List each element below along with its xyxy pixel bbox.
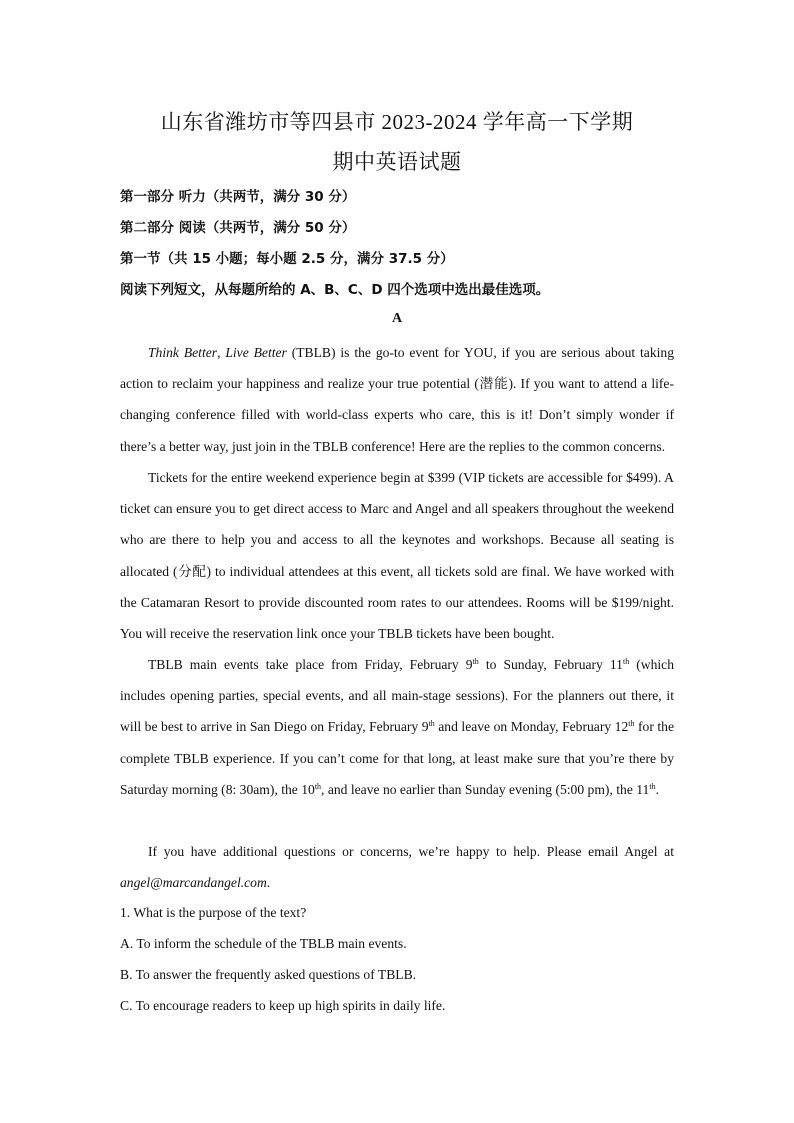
contact-email: angel@marcandangel.com bbox=[120, 875, 267, 891]
ordinal-suffix: th bbox=[649, 781, 656, 791]
paragraph-4 bbox=[120, 836, 674, 898]
p4-end: . bbox=[266, 875, 271, 891]
ordinal-suffix: th bbox=[472, 657, 479, 666]
part1-heading: 第一部分 听力（共两节，满分 30 分） bbox=[120, 189, 356, 205]
p3-part-d: and leave on Monday, February 12 bbox=[434, 719, 629, 735]
option-a: A. To inform the schedule of the TBLB main events. bbox=[120, 936, 407, 951]
ordinal-suffix: th bbox=[628, 719, 635, 729]
option-c: C. To encourage readers to keep up high spirits in daily life. bbox=[120, 998, 446, 1013]
p4-text: If you have additional questions or concerns, we’re happy to help. Please email Angel at bbox=[148, 844, 674, 859]
ordinal-suffix: th bbox=[622, 657, 630, 666]
instruction-text: 阅读下列短文，从每题所给的 A、B、C、D 四个选项中选出最佳选项。 bbox=[120, 282, 550, 298]
section1-heading: 第一节（共 15 小题；每小题 2.5 分，满分 37.5 分） bbox=[120, 251, 454, 267]
event-name-1: Think Better bbox=[148, 345, 218, 360]
event-name-2: Live Better bbox=[225, 345, 287, 360]
paragraph-2: Tickets for the entire weekend experience begin at $399 (VIP tickets are accessible for $499). A ticket can ensure you to get direct access to Marc and Angel and all speakers throughout the weekend who are there to help you and access to all the keynotes and workshops. Because all seating is allocated (分配) to individual attendees at this event, all tickets sold are final. We have worked with the Catamaran Resort to provide discounted room rates to our attendees. Rooms will be $199/night. You will receive the reservation link once your TBLB tickets have been bought. bbox=[120, 470, 674, 642]
document-subtitle: 期中英语试题 bbox=[332, 150, 462, 174]
p3-part-e: for the complete TBLB experience. If you can’t come for that long, at least make sure that you’re there by Saturday morning (8: 30am), the 10 bbox=[120, 719, 674, 797]
passage-label: A bbox=[391, 311, 403, 326]
paragraph-3 bbox=[120, 649, 674, 805]
p3-part-a: TBLB main events take place from Friday, February 9 bbox=[148, 657, 473, 672]
option-b: B. To answer the frequently asked questions of TBLB. bbox=[120, 967, 417, 982]
p3-part-f: , and leave no earlier than Sunday evening (5:00 pm), the 11 bbox=[321, 781, 650, 797]
paragraph-1 bbox=[120, 337, 674, 462]
comma: , bbox=[217, 345, 226, 360]
p3-part-c: (which includes opening parties, special events, and all main-stage sessions). For the planners out there, it will be best to arrive in San Diego on Friday, February 9 bbox=[120, 657, 675, 735]
document-title: 山东省潍坊市等四县市 2023-2024 学年高一下学期 bbox=[160, 110, 634, 134]
p3-part-b: to Sunday, February 11 bbox=[478, 657, 623, 672]
ordinal-suffix: th bbox=[314, 781, 322, 791]
paragraph-1-text: (TBLB) is the go-to event for YOU, if you are serious about taking action to reclaim your happiness and realize your true potential (潜能). If you want to attend a life-changing conference filled with world-class experts who care, this is it! Don’t simply wonder if there’s a better way, just join in the TBLB conference! Here are the replies to the common concerns. bbox=[120, 345, 674, 454]
p3-part-g: . bbox=[655, 781, 659, 797]
part2-heading: 第二部分 阅读（共两节，满分 50 分） bbox=[120, 220, 356, 236]
question-1: 1. What is the purpose of the text? bbox=[120, 905, 307, 920]
ordinal-suffix: th bbox=[428, 719, 435, 729]
